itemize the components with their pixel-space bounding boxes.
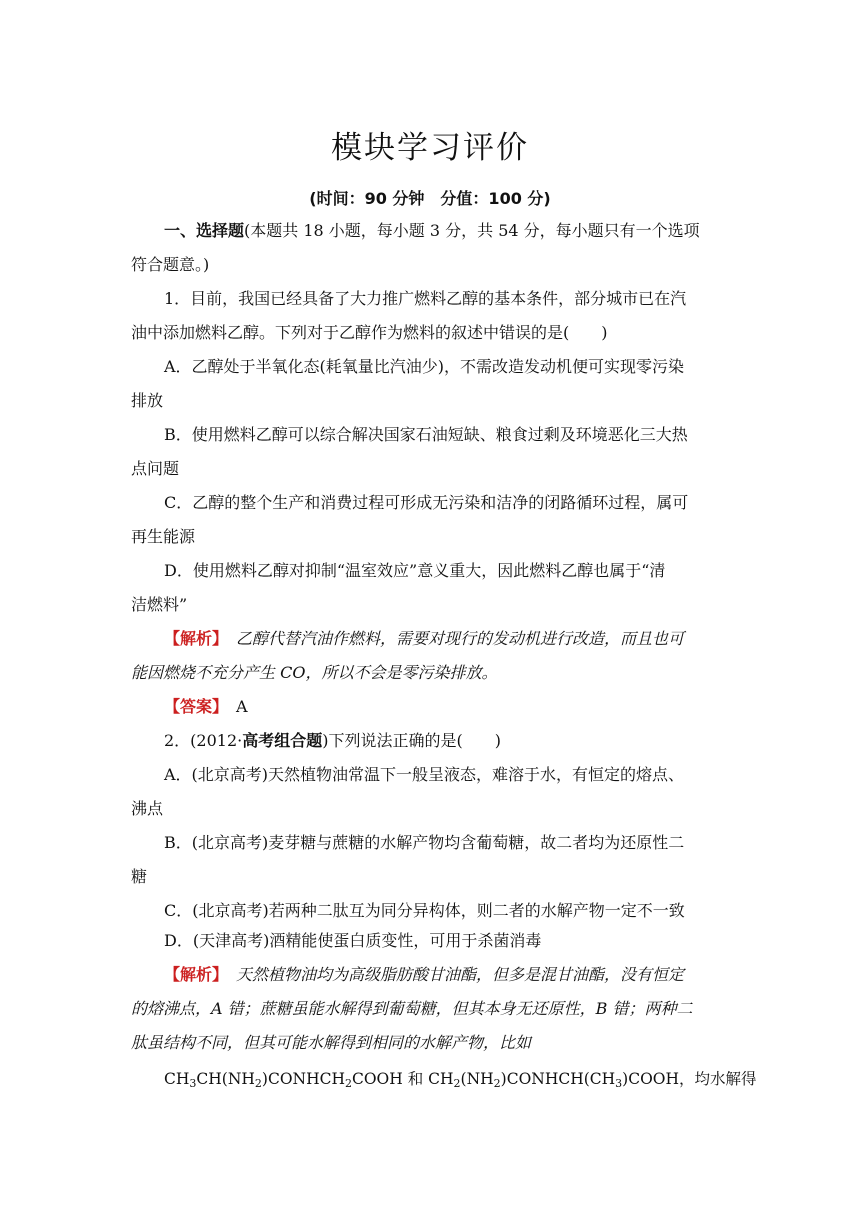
formula-text: )CONHCH [261, 1070, 345, 1088]
formula-subscript: 2 [254, 1077, 262, 1090]
q1-option-a-cont: 排放 [131, 391, 164, 410]
formula-subscript: 2 [453, 1077, 461, 1090]
q2-stem-suffix: )下列说法正确的是( ) [322, 731, 501, 750]
analysis-tag: 【解析】 [164, 629, 221, 648]
q1-analysis-text: 乙醇代替汽油作燃料，需要对现行的发动机进行改造，而且也可 [220, 629, 685, 648]
q1-option-c: C．乙醇的整个生产和消费过程可形成无污染和洁净的闭路循环过程，属可 [164, 493, 689, 512]
formula-subscript: 2 [344, 1077, 352, 1090]
q2-option-c: C．(北京高考)若两种二肽互为同分异构体，则二者的水解产物一定不一致 [164, 901, 685, 920]
analysis-tag: 【解析】 [164, 965, 221, 984]
page-title: 模块学习评价 [331, 130, 529, 166]
q2-option-d: D．(天津高考)酒精能使蛋白质变性，可用于杀菌消毒 [164, 931, 542, 950]
q2-option-a-cont: 沸点 [131, 799, 164, 818]
section-description-cont: 符合题意。) [131, 255, 210, 274]
q1-analysis-cont: 能因燃烧不充分产生 CO，所以不会是零污染排放。 [131, 663, 498, 682]
q2-analysis-line [164, 964, 684, 986]
q1-option-c-cont: 再生能源 [131, 527, 196, 546]
q1-analysis-line [164, 628, 684, 650]
q1-option-a: A．乙醇处于半氧化态(耗氧量比汽油少)，不需改造发动机便可实现零污染 [164, 357, 685, 376]
formula-text: )CONHCH(CH [500, 1070, 616, 1088]
section-description: (本题共 18 小题，每小题 3 分，共 54 分，每小题只有一个选项 [244, 221, 700, 240]
q2-option-b-cont: 糖 [131, 867, 148, 886]
q1-option-b: B．使用燃料乙醇可以综合解决国家石油短缺、粮食过剩及环境恶化三大热 [164, 425, 688, 444]
section-heading-line [164, 220, 700, 242]
q1-option-d-cont: 洁燃料” [131, 595, 188, 614]
q1-option-b-cont: 点问题 [131, 459, 180, 478]
q1-answer-line [164, 696, 248, 718]
formula-subscript: 3 [615, 1077, 623, 1090]
formula-text: )COOH，均水解得 [622, 1070, 757, 1088]
q2-analysis-cont-2: 肽虽结构不同，但其可能水解得到相同的水解产物，比如 [131, 1033, 532, 1052]
exam-info: (时间：90 分钟 分值：100 分) [309, 189, 551, 208]
q1-answer-value: A [220, 697, 248, 716]
q1-stem-line2: 油中添加燃料乙醇。下列对于乙醇作为燃料的叙述中错误的是( ) [131, 323, 608, 342]
answer-tag: 【答案】 [164, 697, 221, 716]
formula-text: (NH [460, 1070, 494, 1088]
formula-subscript: 3 [189, 1077, 197, 1090]
q2-stem [164, 730, 501, 752]
q1-option-d: D．使用燃料乙醇对抑制“温室效应”意义重大，因此燃料乙醇也属于“清 [164, 561, 666, 580]
q2-analysis-cont-1: 的熔沸点，A 错；蔗糖虽能水解得到葡萄糖，但其本身无还原性，B 错；两种二 [131, 999, 693, 1018]
formula-text: COOH 和 CH [351, 1070, 454, 1088]
q2-analysis-text: 天然植物油均为高级脂肪酸甘油酯，但多是混甘油酯，没有恒定 [220, 965, 685, 984]
section-heading: 一、选择题 [164, 221, 245, 240]
formula-text: CH(NH [196, 1070, 255, 1088]
q2-option-a: A．(北京高考)天然植物油常温下一般呈液态，难溶于水，有恒定的熔点、 [164, 765, 685, 784]
q2-stem-prefix: 2．(2012· [164, 731, 243, 750]
q2-option-b: B．(北京高考)麦芽糖与蔗糖的水解产物均含葡萄糖，故二者均为还原性二 [164, 833, 685, 852]
formula-text: CH [164, 1070, 190, 1088]
formula-subscript: 2 [493, 1077, 501, 1090]
q2-stem-source: 高考组合题 [242, 731, 323, 750]
q2-formula-line [164, 1068, 757, 1090]
q1-stem-line1: 1．目前，我国已经具备了大力推广燃料乙醇的基本条件，部分城市已在汽 [164, 289, 687, 308]
